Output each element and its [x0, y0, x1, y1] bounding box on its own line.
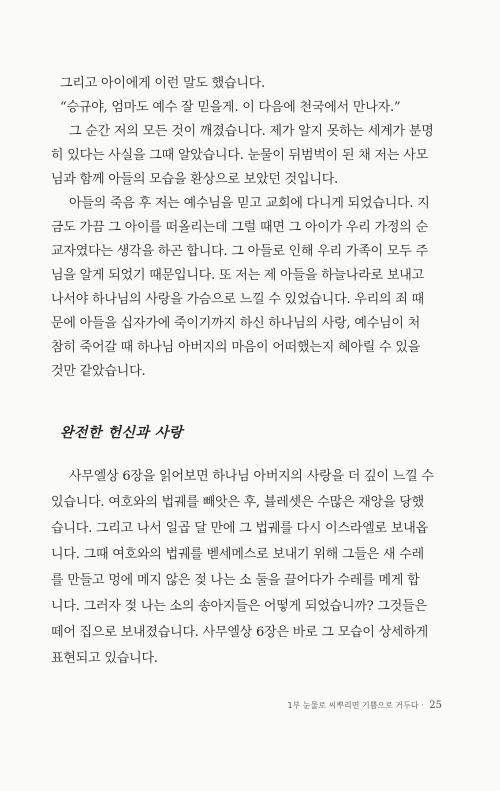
- text-line: 사무엘상 6장을 읽어보면 하나님 아버지의 사랑을 더 깊이 느낄 수: [69, 469, 434, 484]
- text-line: 습니다. 그리고 나서 일곱 달 만에 그 법궤를 다시 이스라엘로 보내옵: [51, 521, 428, 536]
- page-footer: [287, 700, 442, 711]
- text-line: 것만 같았습니다.: [51, 364, 146, 379]
- text-line: 아들의 죽음 후 저는 예수님을 믿고 교회에 다니게 되었습니다. 지: [69, 196, 430, 211]
- text-line: 참히 죽어갈 때 하나님 아버지의 마음이 어떠했는지 헤아릴 수 있을: [51, 340, 421, 355]
- text-line: 니다. 그때 여호와의 법궤를 벧세메스로 보내기 위해 그들은 새 수레: [51, 547, 424, 562]
- text-line: 문에 아들을 십자가에 죽이기까지 하신 하나님의 사랑, 예수님이 처: [51, 316, 421, 331]
- running-title: 1부 눈물로 씨뿌리면 기쁨으로 거두다: [287, 701, 419, 710]
- text-line: 나서야 하나님의 사랑을 가슴으로 느낄 수 있었습니다. 우리의 죄 때: [51, 292, 424, 307]
- footer-separator: ·: [421, 701, 424, 710]
- text-line: 교자였다는 생각을 하곤 합니다. 그 아들로 인해 우리 가족이 모두 주: [51, 244, 428, 259]
- page-number: 25: [429, 700, 442, 711]
- text-line: 를 만들고 멍에 메지 않은 젖 나는 소 둘을 끌어다가 수레를 메게 합: [51, 573, 420, 588]
- text-line: 그 순간 저의 모든 것이 깨졌습니다. 제가 알지 못하는 세계가 분명: [69, 124, 434, 139]
- top-text-block: [51, 72, 460, 384]
- text-line: 표현되고 있습니다.: [51, 651, 158, 666]
- text-line: “승규야, 엄마도 예수 잘 믿을게. 이 다음에 천국에서 만나자.”: [60, 100, 401, 115]
- text-line: 히 있다는 사실을 그때 알았습니다. 눈물이 뒤범벅이 된 채 저는 사모: [51, 148, 428, 163]
- text-line: 있습니다. 여호와의 법궤를 빼앗은 후, 블레셋은 수많은 재앙을 당했: [51, 495, 424, 510]
- bottom-text-block: [51, 464, 460, 672]
- text-line: 님을 알게 되었기 때문입니다. 또 저는 제 아들을 하늘나라로 보내고: [51, 268, 424, 283]
- text-line: 님과 함께 아들의 모습을 환상으로 보았던 것입니다.: [51, 172, 339, 187]
- text-line: 그리고 아이에게 이런 말도 했습니다.: [60, 76, 266, 91]
- section-heading: 완전한 헌신과 사랑: [60, 425, 183, 441]
- text-line: 떼어 집으로 보내졌습니다. 사무엘상 6장은 바로 그 모습이 상세하게: [51, 625, 429, 640]
- text-line: 금도 가끔 그 아이를 떠올리는데 그럴 때면 그 아이가 우리 가정의 순: [51, 220, 428, 235]
- text-line: 니다. 그러자 젖 나는 소의 송아지들은 어떻게 되었습니까? 그것들은: [51, 599, 427, 614]
